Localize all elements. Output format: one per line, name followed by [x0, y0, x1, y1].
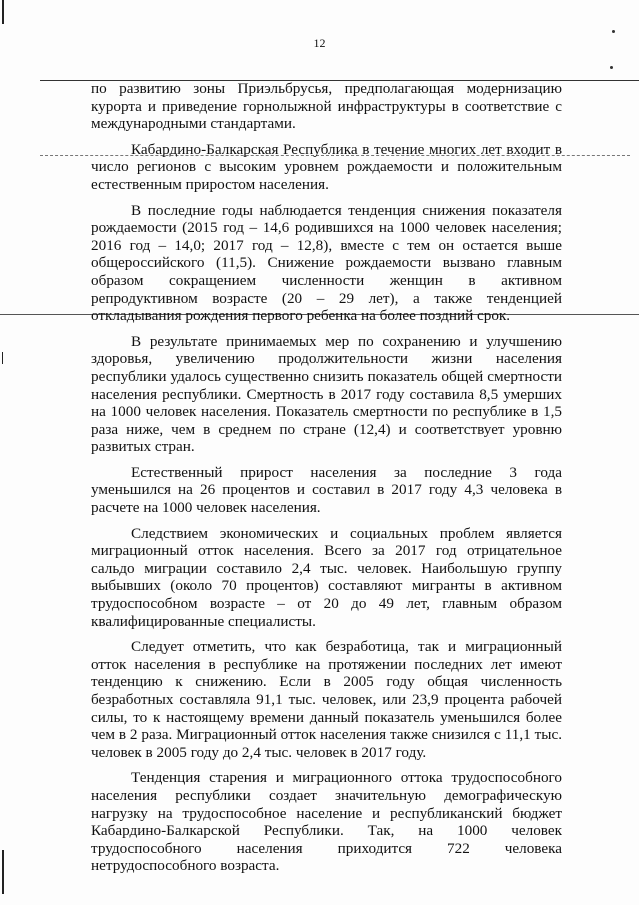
paragraph: Следует отметить, что как безработица, так и миграционный отток населения в республике на протяжении последних лет имеют тенденцию к снижению. Если в 2005 году общая численность безработных составляла 91,1 тыс. человек, или 23,9 процента рабочей силы, то к настоящему времени данный показатель уменьшился более чем в 2 раза. Миграционный отток населения также снизился с 11,1 тыс. человек в 2005 году до 2,4 тыс. человек в 2017 году. [91, 638, 562, 761]
paragraph: Кабардино-Балкарская Республика в течение многих лет входит в число регионов с высоким уровнем рождаемости и положительным естественным приростом населения. [91, 140, 562, 193]
left-margin-mark [2, 850, 4, 894]
paragraph: Следствием экономических и социальных проблем является миграционный отток населения. Всего за 2017 год отрицательное сальдо миграции составило 2,4 тыс. человек. Наибольшую группу выбывших (около 70 процентов) составляют мигранты в активном трудоспособном возрасте – от 20 до 49 лет, главным образом квалифицированные специалисты. [91, 524, 562, 630]
left-margin-mark [2, 352, 3, 364]
paragraph: В результате принимаемых мер по сохранению и улучшению здоровья, увеличению продолжительности жизни населения республики удалось существенно снизить показатель общей смертности населения республики. Смертность в 2017 году составила 8,5 умерших на 1000 человек населения. Показатель смертности по республике в 1,5 раза ниже, чем в среднем по стране (12,4) и соответствует уровню развитых стран. [91, 332, 562, 456]
paragraph: Естественный прирост населения за последние 3 года уменьшился на 26 процентов и составил в 2017 году 4,3 человека в расчете на 1000 человек населения. [91, 463, 562, 517]
paragraph: Тенденция старения и миграционного оттока трудоспособного населения республики создает значительную демографическую нагрузку на трудоспособное население и республиканский бюджет Кабардино-Балкарской Республики. Так, на 1000 человек трудоспособного населения приходится 722 человека нетрудоспособного возраста. [91, 769, 562, 875]
scan-dot [612, 30, 615, 33]
body-text [91, 80, 562, 875]
paragraph: по развитию зоны Приэльбрусья, предполагающая модернизацию курорта и приведение горнолыжной инфраструктуры в соответствие с международными стандартами. [91, 80, 562, 133]
scan-dot [610, 66, 613, 69]
paragraph: В последние годы наблюдается тенденция снижения показателя рождаемости (2015 год – 14,6 родившихся на 1000 человек населения; 2016 год – 14,0; 2017 год – 12,8), вместе с тем он остается выше общероссийского (11,5). Снижение рождаемости вызвано главным образом сокращением численности женщин в активном репродуктивном возрасте (20 – 29 лет), а также тенденцией откладывания рождения первого ребенка на более поздний срок. [91, 201, 562, 325]
page-number: 12 [313, 36, 326, 50]
left-margin-mark [2, 0, 4, 24]
